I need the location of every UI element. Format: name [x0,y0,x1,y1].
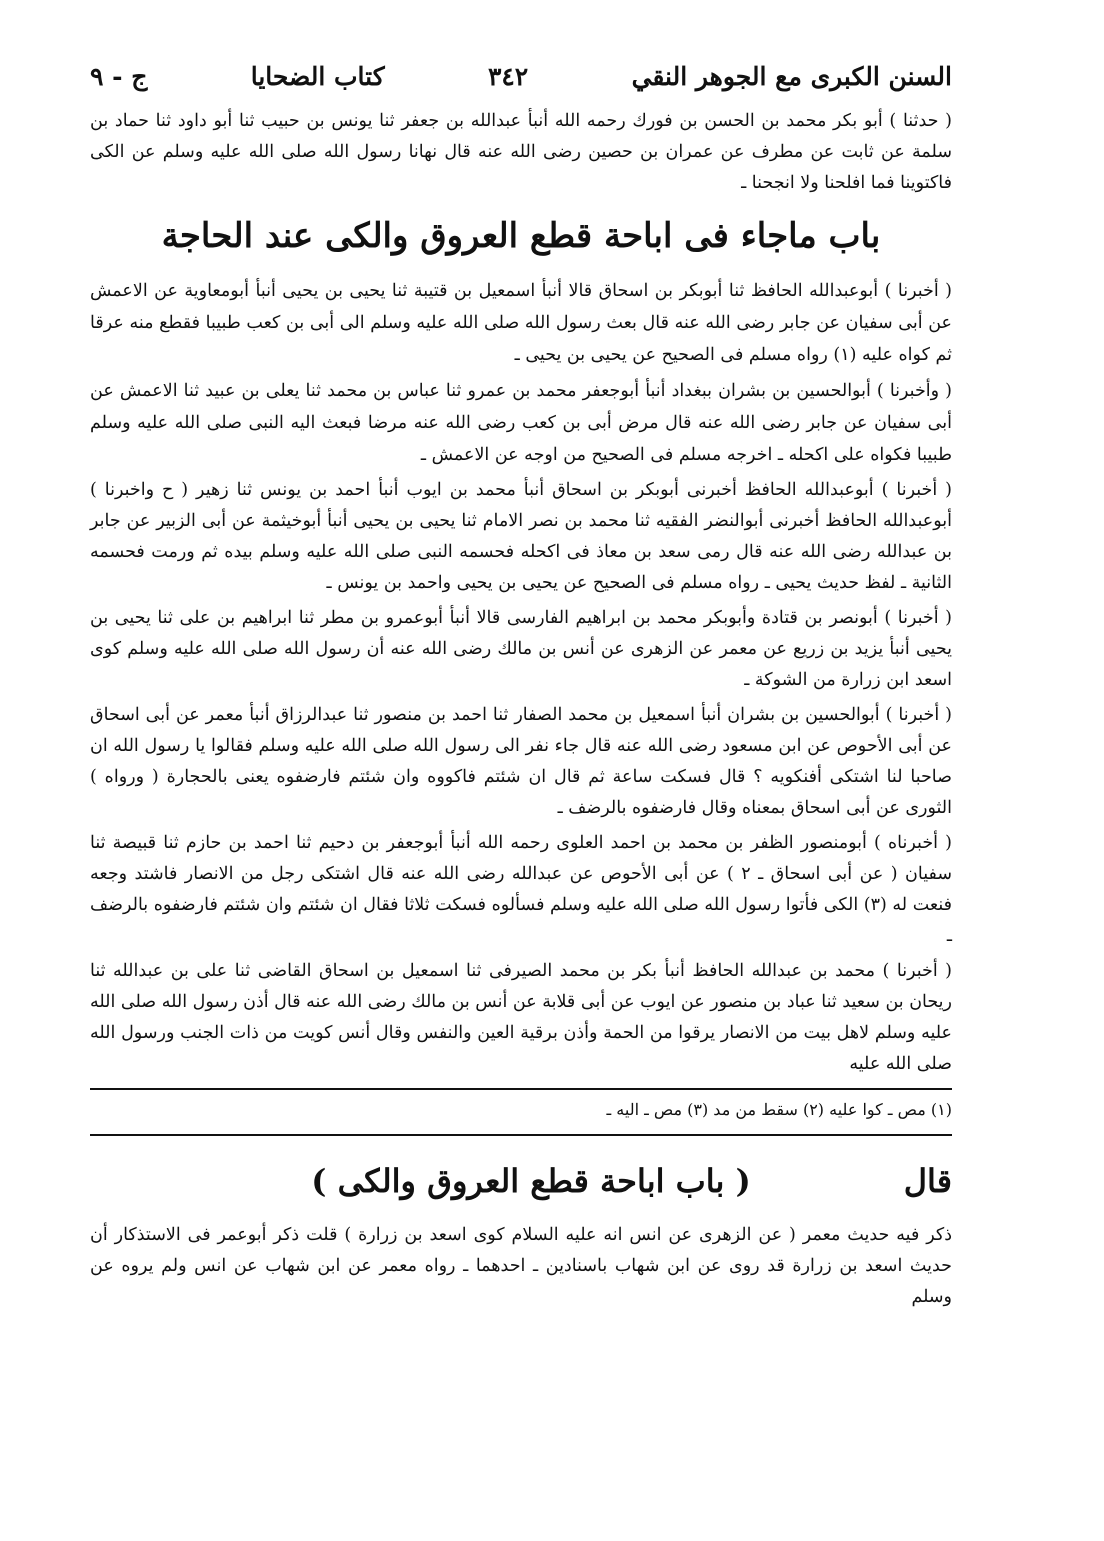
hadith-paragraph: ( أخبرنا ) أبونصر بن قتادة وأبوبكر محمد بن ابراهيم الفارسى قالا أنبأ أبوعمرو بن مطر ثنا ابراهيم بن على ثنا يحيى بن يحيى أنبأ يزيد بن زريع عن معمر عن الزهرى عن أنس بن مالك رضى الله عنه أن رسول الله صلى الله عليه وسلم كوى اسعد ابن زرارة من الشوكة ـ [90,608,952,690]
hadith-paragraph: ( أخبرناه ) أبومنصور الظفر بن محمد بن احمد العلوى رحمه الله أنبأ أبوجعفر بن دحيم ثنا احمد بن حازم ثنا قبيصة ثنا سفيان ( عن أبى اسحاق ـ ٢ ) عن أبى الأحوص عن عبدالله رضى الله عنه قال اشتكى رجل من الانصار فاشتد وجعه فنعت له (٣) الكى فأتوا رسول الله صلى الله عليه وسلم فسألوه فسكت ثلاثا فقال ان شئتم وان شئتم فارضفوه بالرضف ـ [90,833,953,946]
hadith-paragraph: ( أخبرنا ) أبوالحسين بن بشران أنبأ اسمعيل بن محمد الصفار ثنا احمد بن منصور ثنا عبدالرزاق أنبأ معمر عن أبى اسحاق عن أبى الأحوص عن ابن مسعود رضى الله عنه قال جاء نفر الى رسول الله صلى الله عليه وسلم فقالوا يا رسول الله ان صاحبا لنا اشتكى أفنكويه ؟ قال فسكت ساعة ثم قال ان شئتم فاكووه وان شئتم فارضفوه يعنى بالحجارة ( ورواه ) الثورى عن أبى اسحاق بمعناه وقال فارضفوه بالرضف ـ [90,705,952,818]
commentary-divider [90,1134,952,1136]
commentary-text: ذكر فيه حديث معمر ( عن الزهرى عن انس انه عليه السلام كوى اسعد بن زرارة ) قلت ذكر أبوعمر فى الاستذكار أن حديث اسعد بن زرارة قد روى عن ابن شهاب باسنادين ـ احدهما ـ رواه معمر عن ابن شهاب عن انس ولم يروه عن وسلم [90,1225,952,1307]
commentary-title: ( باب اباحة قطع العروق والكى ) [311,1162,751,1200]
commentary-header [90,1142,952,1220]
hadith-paragraph: ( أخبرنا ) محمد بن عبدالله الحافظ أنبأ بكر بن محمد الصيرفى ثنا اسمعيل بن اسحاق القاضى ثنا على بن عبدالله ثنا ريحان بن سعيد ثنا عباد بن منصور عن ايوب عن أبى قلابة عن أنس بن مالك رضى الله عنه قال أذن رسول الله صلى الله عليه وسلم لاهل بيت من الانصار يرقوا من الحمة وأذن برقية العين والنفس وقال أنس كويت من ذات الجنب ورسول الله صلى الله عليه [90,961,952,1074]
opening-hadith: ( حدثنا ) أبو بكر محمد بن الحسن بن فورك رحمه الله أنبأ عبدالله بن جعفر ثنا يونس بن حبيب ثنا أبو داود ثنا حماد بن سلمة عن ثابت عن مطرف عن عمران بن حصين رضى الله عنه قال نهانا رسول الله صلى الله عليه وسلم عن الكى فاكتوينا فما افلحنا ولا انجحنا ـ [90,111,953,193]
footnote-divider [90,1088,952,1090]
section-title: كتاب الضحايا [250,62,385,91]
chapter-title: باب ماجاء فى اباحة قطع العروق والكى عند الحاجة [161,216,881,256]
hadith-paragraph: ( وأخبرنا ) أبوالحسين بن بشران ببغداد أنبأ أبوجعفر محمد بن عمرو ثنا عباس بن محمد ثنا يعلى بن عبيد ثنا الاعمش عن أبى سفيان عن جابر رضى الله عنه قال مرض أبى بن كعب رضى الله عنه مرضا فبعث اليه النبى صلى الله عليه وسلم طبيبا فكواه على اكحله ـ اخرجه مسلم فى الصحيح من اوجه عن الاعمش ـ [90,381,952,465]
volume-number: ج - ٩ [90,62,148,91]
page-header [90,62,952,106]
footnotes: (١) مص ـ كوا عليه (٢) سقط من مد (٣) مص ـ اليه ـ [606,1100,952,1119]
page [90,62,952,1532]
hadith-paragraph: ( أخبرنا ) أبوعبدالله الحافظ أخبرنى أبوبكر بن اسحاق أنبأ محمد بن ايوب أنبأ احمد بن يونس ثنا زهير ( ح واخبرنا ) أبوعبدالله الحافظ أخبرنى أبوالنضر الفقيه ثنا محمد بن نصر الامام ثنا يحيى بن يحيى أنبأ أبوخيثمة عن أبى الزبير عن جابر بن عبدالله رضى الله عنه قال رمى سعد بن معاذ فى اكحله فحسمه النبى صلى الله عليه وسلم بيده ثم ورمت فحسمه الثانية ـ لفظ حديث يحيى ـ رواه مسلم فى الصحيح عن يحيى بن يحيى واحمد بن يونس ـ [90,480,952,593]
commentary-qala: قال [903,1162,952,1200]
book-title: السنن الكبرى مع الجوهر النقي [631,62,952,91]
hadith-paragraph: ( أخبرنا ) أبوعبدالله الحافظ ثنا أبوبكر بن اسحاق قالا أنبأ اسمعيل بن قتيبة ثنا يحيى بن يحيى أنبأ أبومعاوية عن الاعمش عن أبى سفيان عن جابر رضى الله عنه قال بعث رسول الله صلى الله عليه وسلم الى أبى بن كعب طبيبا فقطع منه عرقا ثم كواه عليه (١) رواه مسلم فى الصحيح عن يحيى بن يحيى ـ [90,281,952,365]
page-number: ٣٤٢ [487,62,529,91]
